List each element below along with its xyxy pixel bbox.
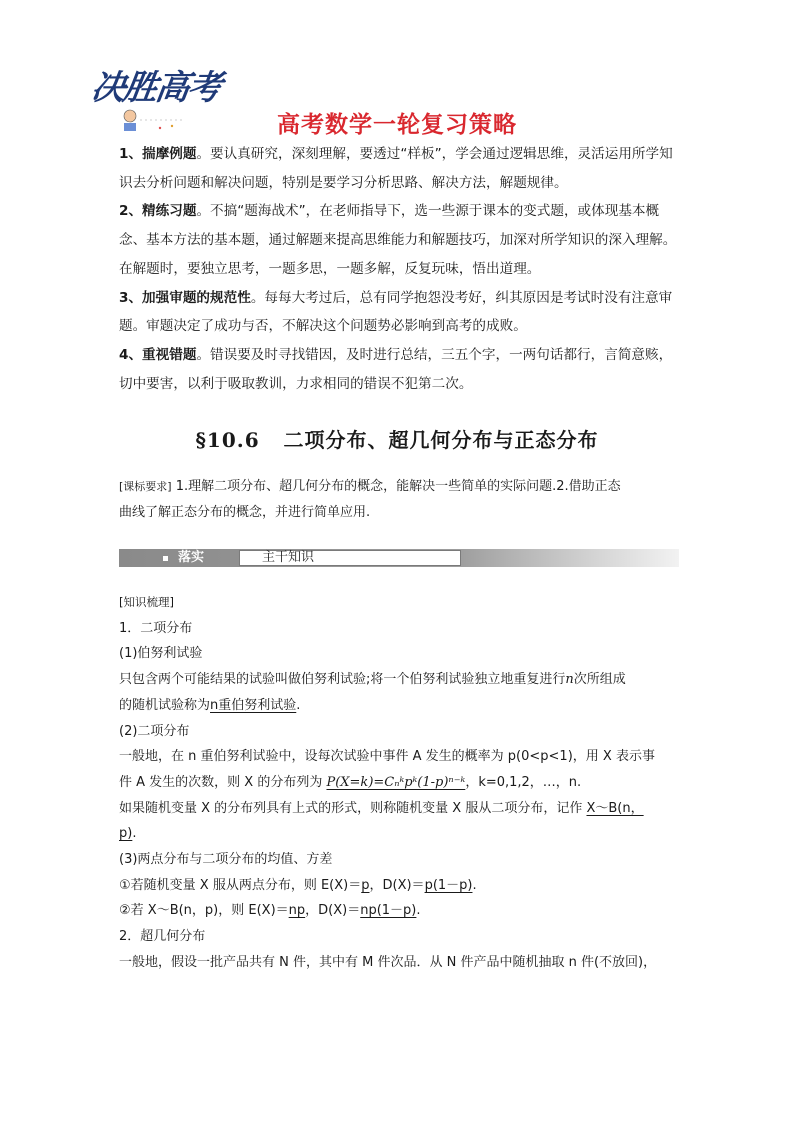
page-title: 高考数学一轮复习策略 <box>277 112 517 138</box>
section-banner <box>119 549 679 567</box>
requirement-tag: [课标要求] <box>119 480 172 493</box>
logo-text: 决胜高考 <box>88 68 223 108</box>
paragraph: 一般地，在 n 重伯努利试验中，设每次试验中事件 A 发生的概率为 p(0<p<1)，用 X 表示事 <box>119 749 655 765</box>
paragraph <box>119 667 681 693</box>
strategy-head: 3、加强审题的规范性 <box>119 289 251 306</box>
subheading-mean-variance: (3)两点分布与二项分布的均值、方差 <box>119 852 333 868</box>
strategy-list <box>119 140 679 398</box>
paragraph <box>119 693 681 719</box>
section-heading: 二项分布、超几何分布与正态分布 <box>283 428 599 452</box>
text: . <box>472 877 477 893</box>
strategy-item <box>119 197 679 283</box>
subheading-binomial-dist: (2)二项分布 <box>119 723 190 739</box>
strategy-item <box>119 140 679 197</box>
text: . <box>416 903 421 919</box>
banner-left-label: 落实 <box>178 550 205 565</box>
strategy-head: 4、重视错题 <box>119 346 197 363</box>
paragraph <box>119 898 681 924</box>
underlined-answer: np(1－p) <box>360 903 417 919</box>
text: . <box>296 697 301 713</box>
paragraph: 一般地，假设一批产品共有 N 件，其中有 M 件次品．从 N 件产品中随机抽取 n 件(不放回)， <box>119 954 657 970</box>
banner-left <box>119 549 239 567</box>
text: ，D(X)＝ <box>369 877 425 893</box>
subheading-bernoulli: (1)伯努利试验 <box>119 646 203 662</box>
strategy-head: 1、揣摩例题 <box>119 146 197 162</box>
section-title <box>0 424 794 453</box>
heading-binomial: 1．二项分布 <box>119 620 193 636</box>
text: ，k=0,1,2，…，n. <box>465 774 582 790</box>
requirement-line: 曲线了解正态分布的概念，并进行简单应用. <box>119 505 371 520</box>
course-requirement <box>119 474 679 526</box>
strategy-item <box>119 284 679 341</box>
heading-hypergeometric: 2．超几何分布 <box>119 929 206 945</box>
text: ②若 X～B(n，p)，则 E(X)＝ <box>119 903 289 919</box>
strategy-text: 。错误要及时寻找错因，及时进行总结，三五个字，一两句话都行，言简意赅，切中要害，以利于吸取教训，力求相同的错误不犯第二次。 <box>119 346 673 392</box>
underlined-formula: P(X=k)=Cₙᵏpᵏ(1-p)ⁿ⁻ᵏ <box>326 774 466 790</box>
underlined-answer: p <box>361 877 370 893</box>
underlined-answer: p(1－p) <box>424 877 473 893</box>
paragraph <box>119 873 681 899</box>
strategy-text: 。不搞“题海战术”，在老师指导下，选一些源于课本的变式题，或体现基本概念、基本方法的基本题，通过解题来提高思维能力和解题技巧，加深对所学知识的深入理解。在解题时，要独立思考，一题多思，一题多解，反复玩味，悟出道理。 <box>119 203 677 277</box>
text: 只包含两个可能结果的试验叫做伯努利试验;将一个伯努利试验独立地重复进行 <box>119 672 566 688</box>
strategy-text: 。每每大考过后，总有同学抱怨没考好，纠其原因是考试时没有注意审题。审题决定了成功与否，不解决这个问题势必影响到高考的成败。 <box>119 289 673 335</box>
text: n <box>565 672 574 688</box>
text: 件 A 发生的次数，则 X 的分布列为 <box>119 774 327 790</box>
text: ，D(X)＝ <box>305 903 361 919</box>
text: 的随机试验称为 <box>119 697 211 713</box>
knowledge-heading: [知识梳理] <box>119 595 174 609</box>
underlined-answer: p) <box>119 826 133 842</box>
text: 次所组成 <box>573 672 626 688</box>
underlined-answer: n重伯努利试验 <box>210 697 297 713</box>
strategy-head: 2、精练习题 <box>119 203 197 220</box>
underlined-answer: np <box>288 903 306 919</box>
requirement-line: 1.理解二项分布、超几何分布的概念，能解决一些简单的实际问题.2.借助正态 <box>175 479 621 494</box>
strategy-text: 。要认真研究，深刻理解，要透过“样板”，学会通过逻辑思维，灵活运用所学知识去分析问题和解决问题，特别是要学习分析思路、解决方法，解题规律。 <box>119 146 673 191</box>
paragraph <box>119 796 681 822</box>
text: . <box>132 826 137 842</box>
strategy-item <box>119 341 679 398</box>
banner-right: 主干知识 <box>239 550 461 566</box>
paragraph <box>119 770 681 796</box>
square-bullet-icon <box>163 556 168 561</box>
underlined-answer: X～B(n， <box>586 800 644 816</box>
paragraph <box>119 821 681 847</box>
text: 如果随机变量 X 的分布列具有上式的形式，则称随机变量 X 服从二项分布，记作 <box>119 800 587 816</box>
knowledge-content <box>119 590 681 976</box>
section-number: §10.6 <box>195 428 260 452</box>
text: ①若随机变量 X 服从两点分布，则 E(X)＝ <box>119 877 362 893</box>
